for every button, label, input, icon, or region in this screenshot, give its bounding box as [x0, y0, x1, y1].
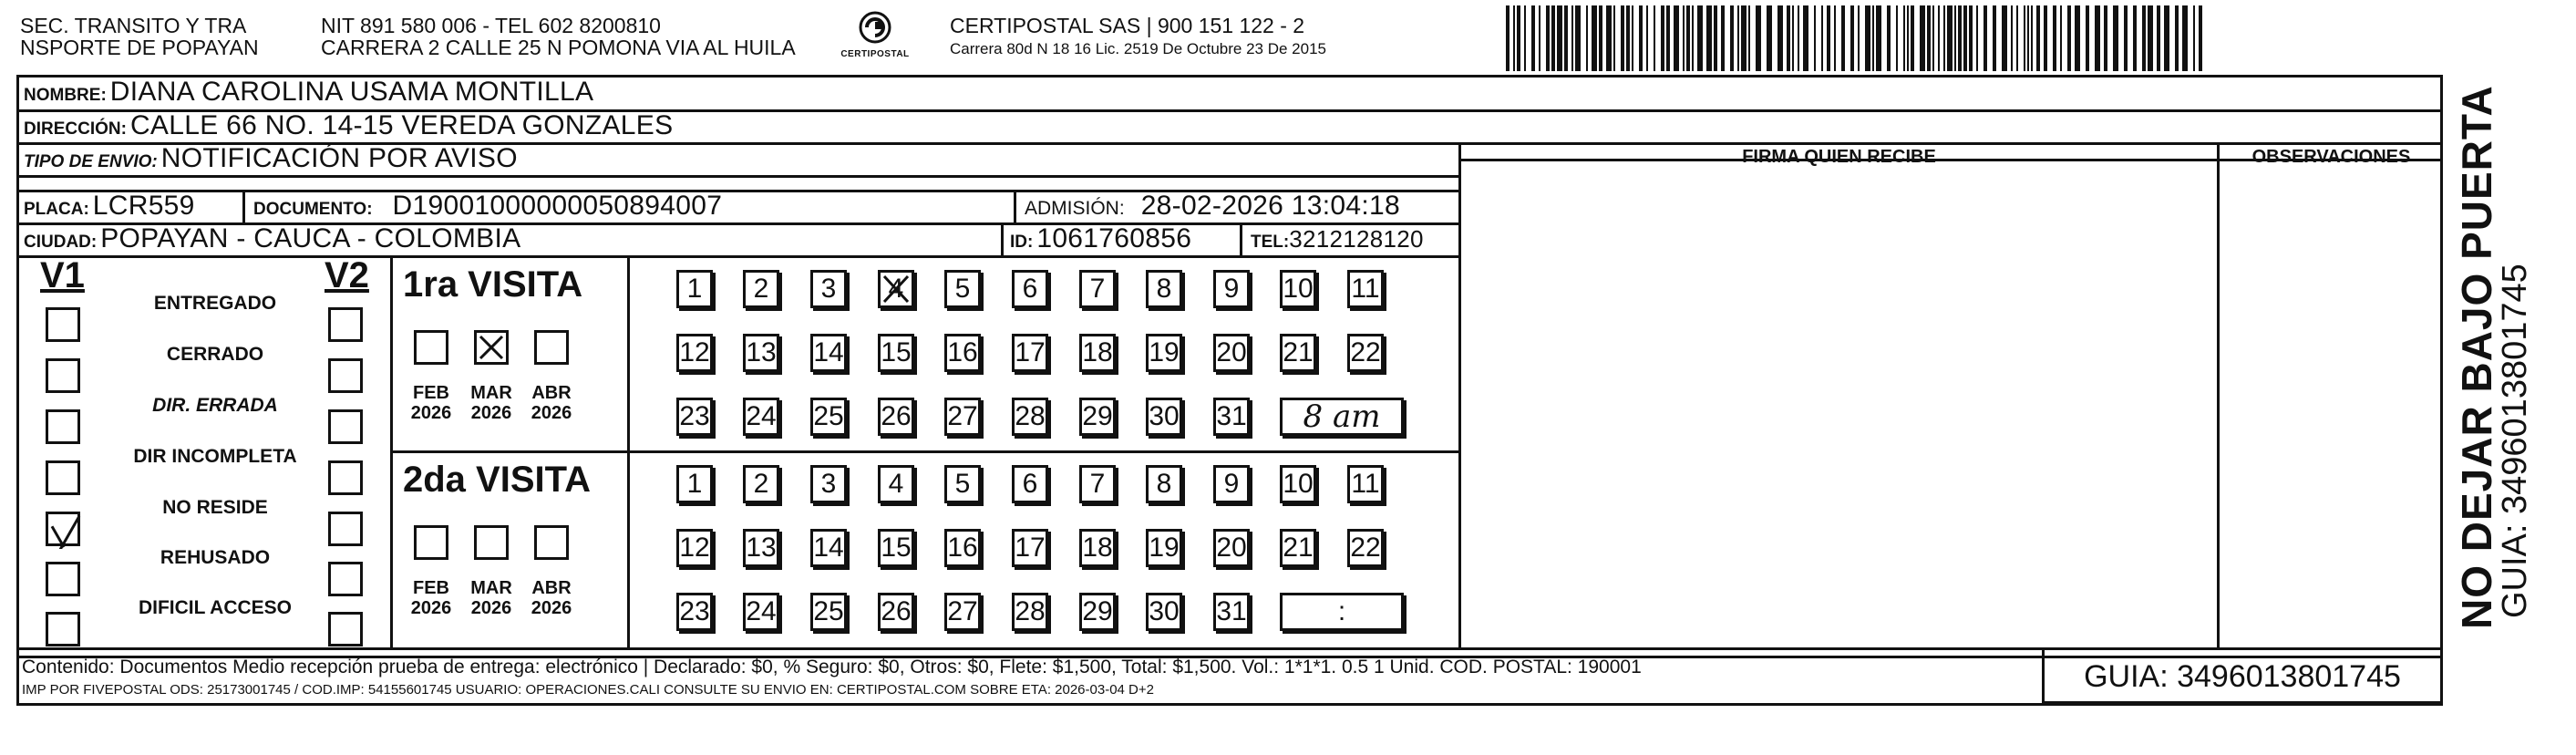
day-box[interactable]: 23 [676, 398, 713, 436]
documento-value: D19001000000050894007 [392, 191, 723, 221]
firma-header: FIRMA QUIEN RECIBE [1742, 147, 1936, 167]
status-v1-checkbox[interactable] [46, 612, 80, 646]
company-line: CERTIPOSTAL SAS | 900 151 122 - 2 [950, 14, 1305, 37]
sender-line-1: SEC. TRANSITO Y TRA [20, 14, 247, 37]
observations-area[interactable] [2220, 161, 2443, 646]
month-checkbox[interactable] [534, 525, 569, 560]
tel-field [1251, 223, 1424, 254]
certipostal-logo [836, 9, 914, 66]
day-box[interactable]: 5 [944, 465, 981, 503]
day-box[interactable]: 24 [743, 398, 779, 436]
day-box[interactable]: 17 [1012, 334, 1048, 372]
tel-label: TEL: [1251, 233, 1290, 252]
logo-text: CERTIPOSTAL [840, 49, 910, 59]
ciudad-label: CIUDAD: [24, 233, 98, 252]
day-box[interactable]: 18 [1079, 334, 1116, 372]
day-box[interactable]: 14 [810, 529, 847, 567]
day-box[interactable]: 27 [944, 593, 981, 631]
status-v2-checkbox[interactable] [328, 460, 363, 495]
day-box[interactable]: 2 [743, 465, 779, 503]
month-label [467, 578, 516, 618]
status-v1-checkbox[interactable] [46, 512, 80, 546]
day-box[interactable]: 19 [1146, 334, 1182, 372]
day-box[interactable]: 10 [1280, 270, 1316, 308]
tipo-envio-value: NOTIFICACIÓN POR AVISO [160, 143, 518, 173]
footer-print-info: IMP POR FIVEPOSTAL ODS: 25173001745 / COD.IMP: 54155601745 USUARIO: OPERACIONES.CALI CONSULTE SU ENVIO EN: CERTIPOSTAL.COM SOBRE ETA: 2026-03-04 D+2 [22, 682, 1154, 698]
day-box[interactable]: 10 [1280, 465, 1316, 503]
month-year: 2026 [531, 598, 572, 618]
month-year: 2026 [470, 598, 512, 618]
sender-line-2: NSPORTE DE POPAYAN [20, 36, 259, 59]
month-checkbox[interactable] [414, 525, 448, 560]
direccion-value: CALLE 66 NO. 14-15 VEREDA GONZALES [129, 110, 674, 140]
day-box[interactable]: 22 [1347, 529, 1384, 567]
visit-time[interactable]: : [1280, 593, 1404, 631]
status-v1-checkbox[interactable] [46, 409, 80, 444]
id-label: ID: [1010, 233, 1034, 252]
month-name: ABR [531, 383, 572, 403]
observaciones-header: OBSERVACIONES [2251, 147, 2411, 167]
status-v2-checkbox[interactable] [328, 562, 363, 596]
day-box[interactable]: 17 [1012, 529, 1048, 567]
month-name: FEB [413, 578, 449, 598]
day-box[interactable]: 23 [676, 593, 713, 631]
month-year: 2026 [531, 403, 572, 423]
day-box[interactable]: 15 [878, 529, 914, 567]
month-checkbox[interactable] [534, 330, 569, 365]
day-box[interactable]: 8 [1146, 465, 1182, 503]
day-box[interactable]: 14 [810, 334, 847, 372]
month-checkbox[interactable] [474, 525, 509, 560]
day-box[interactable]: 12 [676, 529, 713, 567]
side-warning: NO DEJAR BAJO PUERTA [2453, 85, 2500, 629]
status-v1-checkbox[interactable] [46, 460, 80, 495]
day-box[interactable]: 1 [676, 465, 713, 503]
month-label [527, 383, 576, 423]
day-box[interactable]: 3 [810, 465, 847, 503]
footer-guia: GUIA: 3496013801745 [2045, 649, 2443, 704]
day-box[interactable]: 3 [810, 270, 847, 308]
day-box[interactable]: 28 [1012, 593, 1048, 631]
direccion-label: DIRECCIÓN: [24, 119, 127, 139]
placa-value: LCR559 [92, 191, 195, 221]
day-box[interactable]: 21 [1280, 334, 1316, 372]
day-box[interactable]: 15 [878, 334, 914, 372]
day-box[interactable] [878, 270, 914, 308]
day-box[interactable]: 18 [1079, 529, 1116, 567]
status-label: NO RESIDE [162, 497, 268, 518]
day-box[interactable]: 5 [944, 270, 981, 308]
day-box[interactable]: 22 [1347, 334, 1384, 372]
status-v2-checkbox[interactable] [328, 307, 363, 342]
footer-contents: Contenido: Documentos Medio recepción prueba de entrega: electrónico | Declarado: $0, % Seguro: $0, Otros: $0, Flete: $1,500, Total: $1,500. Vol.: 1*1*1. 0.5 1 Unid. COD. POSTAL: 190001 [22, 657, 1642, 677]
day-number: 4 [888, 274, 904, 304]
status-v2-checkbox[interactable] [328, 512, 363, 546]
month-year: 2026 [410, 403, 452, 423]
day-box[interactable]: 19 [1146, 529, 1182, 567]
status-v2-checkbox[interactable] [328, 409, 363, 444]
day-box[interactable]: 8 [1146, 270, 1182, 308]
day-box[interactable]: 6 [1012, 270, 1048, 308]
sender-address-line: CARRERA 2 CALLE 25 N POMONA VIA AL HUILA [321, 36, 796, 59]
nombre-field [24, 77, 593, 108]
day-box[interactable]: 31 [1213, 593, 1250, 631]
month-year: 2026 [470, 403, 512, 423]
nombre-value: DIANA CAROLINA USAMA MONTILLA [109, 77, 594, 107]
signature-area[interactable] [1461, 161, 2217, 646]
visit-time[interactable]: 8 am [1280, 398, 1404, 436]
v2-label: V2 [325, 255, 369, 295]
day-box[interactable]: 30 [1146, 398, 1182, 436]
documento-field [253, 191, 722, 222]
status-label: CERRADO [166, 344, 264, 365]
day-box[interactable]: 29 [1079, 398, 1116, 436]
day-box[interactable]: 29 [1079, 593, 1116, 631]
tipo-envio-label: TIPO DE ENVIO: [24, 152, 158, 171]
ciudad-field [24, 223, 520, 254]
nit-line: NIT 891 580 006 - TEL 602 8200810 [321, 14, 661, 37]
day-box[interactable]: 4 [878, 465, 914, 503]
status-v2-checkbox[interactable] [328, 612, 363, 646]
day-box[interactable]: 30 [1146, 593, 1182, 631]
day-box[interactable]: 16 [944, 334, 981, 372]
status-label: DIR INCOMPLETA [133, 446, 297, 467]
placa-label: PLACA: [24, 200, 89, 219]
month-name: MAR [470, 578, 512, 598]
day-box[interactable]: 16 [944, 529, 981, 567]
tel-value: 3212128120 [1289, 225, 1424, 253]
documento-label: DOCUMENTO: [253, 200, 373, 219]
day-box[interactable]: 11 [1347, 270, 1384, 308]
month-label [407, 578, 456, 618]
ciudad-value: POPAYAN - CAUCA - COLOMBIA [100, 223, 521, 253]
day-box[interactable]: 25 [810, 398, 847, 436]
side-guia: GUIA: 3496013801745 [2496, 264, 2534, 618]
barcode-icon [1506, 5, 2208, 71]
id-field [1010, 223, 1191, 254]
placa-field [24, 191, 195, 222]
visit-title: 2da VISITA [403, 460, 591, 500]
day-box[interactable]: 31 [1213, 398, 1250, 436]
status-v1-checkbox[interactable] [46, 358, 80, 393]
day-box[interactable]: 12 [676, 334, 713, 372]
day-box[interactable]: 26 [878, 593, 914, 631]
day-box[interactable]: 2 [743, 270, 779, 308]
status-v1-checkbox[interactable] [46, 307, 80, 342]
month-name: FEB [413, 383, 449, 403]
day-box[interactable]: 13 [743, 334, 779, 372]
month-label [527, 578, 576, 618]
tipo-envio-field [24, 143, 518, 174]
day-box[interactable]: 9 [1213, 270, 1250, 308]
day-box[interactable]: 20 [1213, 529, 1250, 567]
direccion-field [24, 110, 673, 141]
admision-field [1025, 191, 1400, 222]
admision-value: 28-02-2026 13:04:18 [1140, 191, 1400, 221]
day-box[interactable]: 1 [676, 270, 713, 308]
month-label [467, 383, 516, 423]
day-box[interactable]: 7 [1079, 465, 1116, 503]
status-label: REHUSADO [160, 547, 271, 568]
day-box[interactable]: 26 [878, 398, 914, 436]
day-box[interactable]: 24 [743, 593, 779, 631]
day-box[interactable]: 6 [1012, 465, 1048, 503]
day-box[interactable]: 28 [1012, 398, 1048, 436]
nombre-label: NOMBRE: [24, 86, 107, 105]
license-line: Carrera 80d N 18 16 Lic. 2519 De Octubre 23 De 2015 [950, 40, 1326, 57]
month-year: 2026 [410, 598, 452, 618]
day-box[interactable]: 11 [1347, 465, 1384, 503]
status-label: DIFICIL ACCESO [138, 597, 292, 618]
month-label [407, 383, 456, 423]
day-box[interactable]: 9 [1213, 465, 1250, 503]
status-label: ENTREGADO [153, 293, 277, 314]
month-name: ABR [531, 578, 572, 598]
month-checkbox[interactable] [414, 330, 448, 365]
day-box[interactable]: 21 [1280, 529, 1316, 567]
day-box[interactable]: 20 [1213, 334, 1250, 372]
month-checkbox[interactable] [474, 330, 509, 365]
day-box[interactable]: 27 [944, 398, 981, 436]
status-label: DIR. ERRADA [152, 395, 278, 416]
day-box[interactable]: 7 [1079, 270, 1116, 308]
month-name: MAR [470, 383, 512, 403]
admision-label: ADMISIÓN: [1025, 198, 1125, 219]
visit-title: 1ra VISITA [403, 264, 583, 305]
v1-label: V1 [40, 255, 85, 295]
day-box[interactable]: 13 [743, 529, 779, 567]
status-v2-checkbox[interactable] [328, 358, 363, 393]
id-value: 1061760856 [1036, 223, 1192, 253]
status-v1-checkbox[interactable] [46, 562, 80, 596]
day-box[interactable]: 25 [810, 593, 847, 631]
